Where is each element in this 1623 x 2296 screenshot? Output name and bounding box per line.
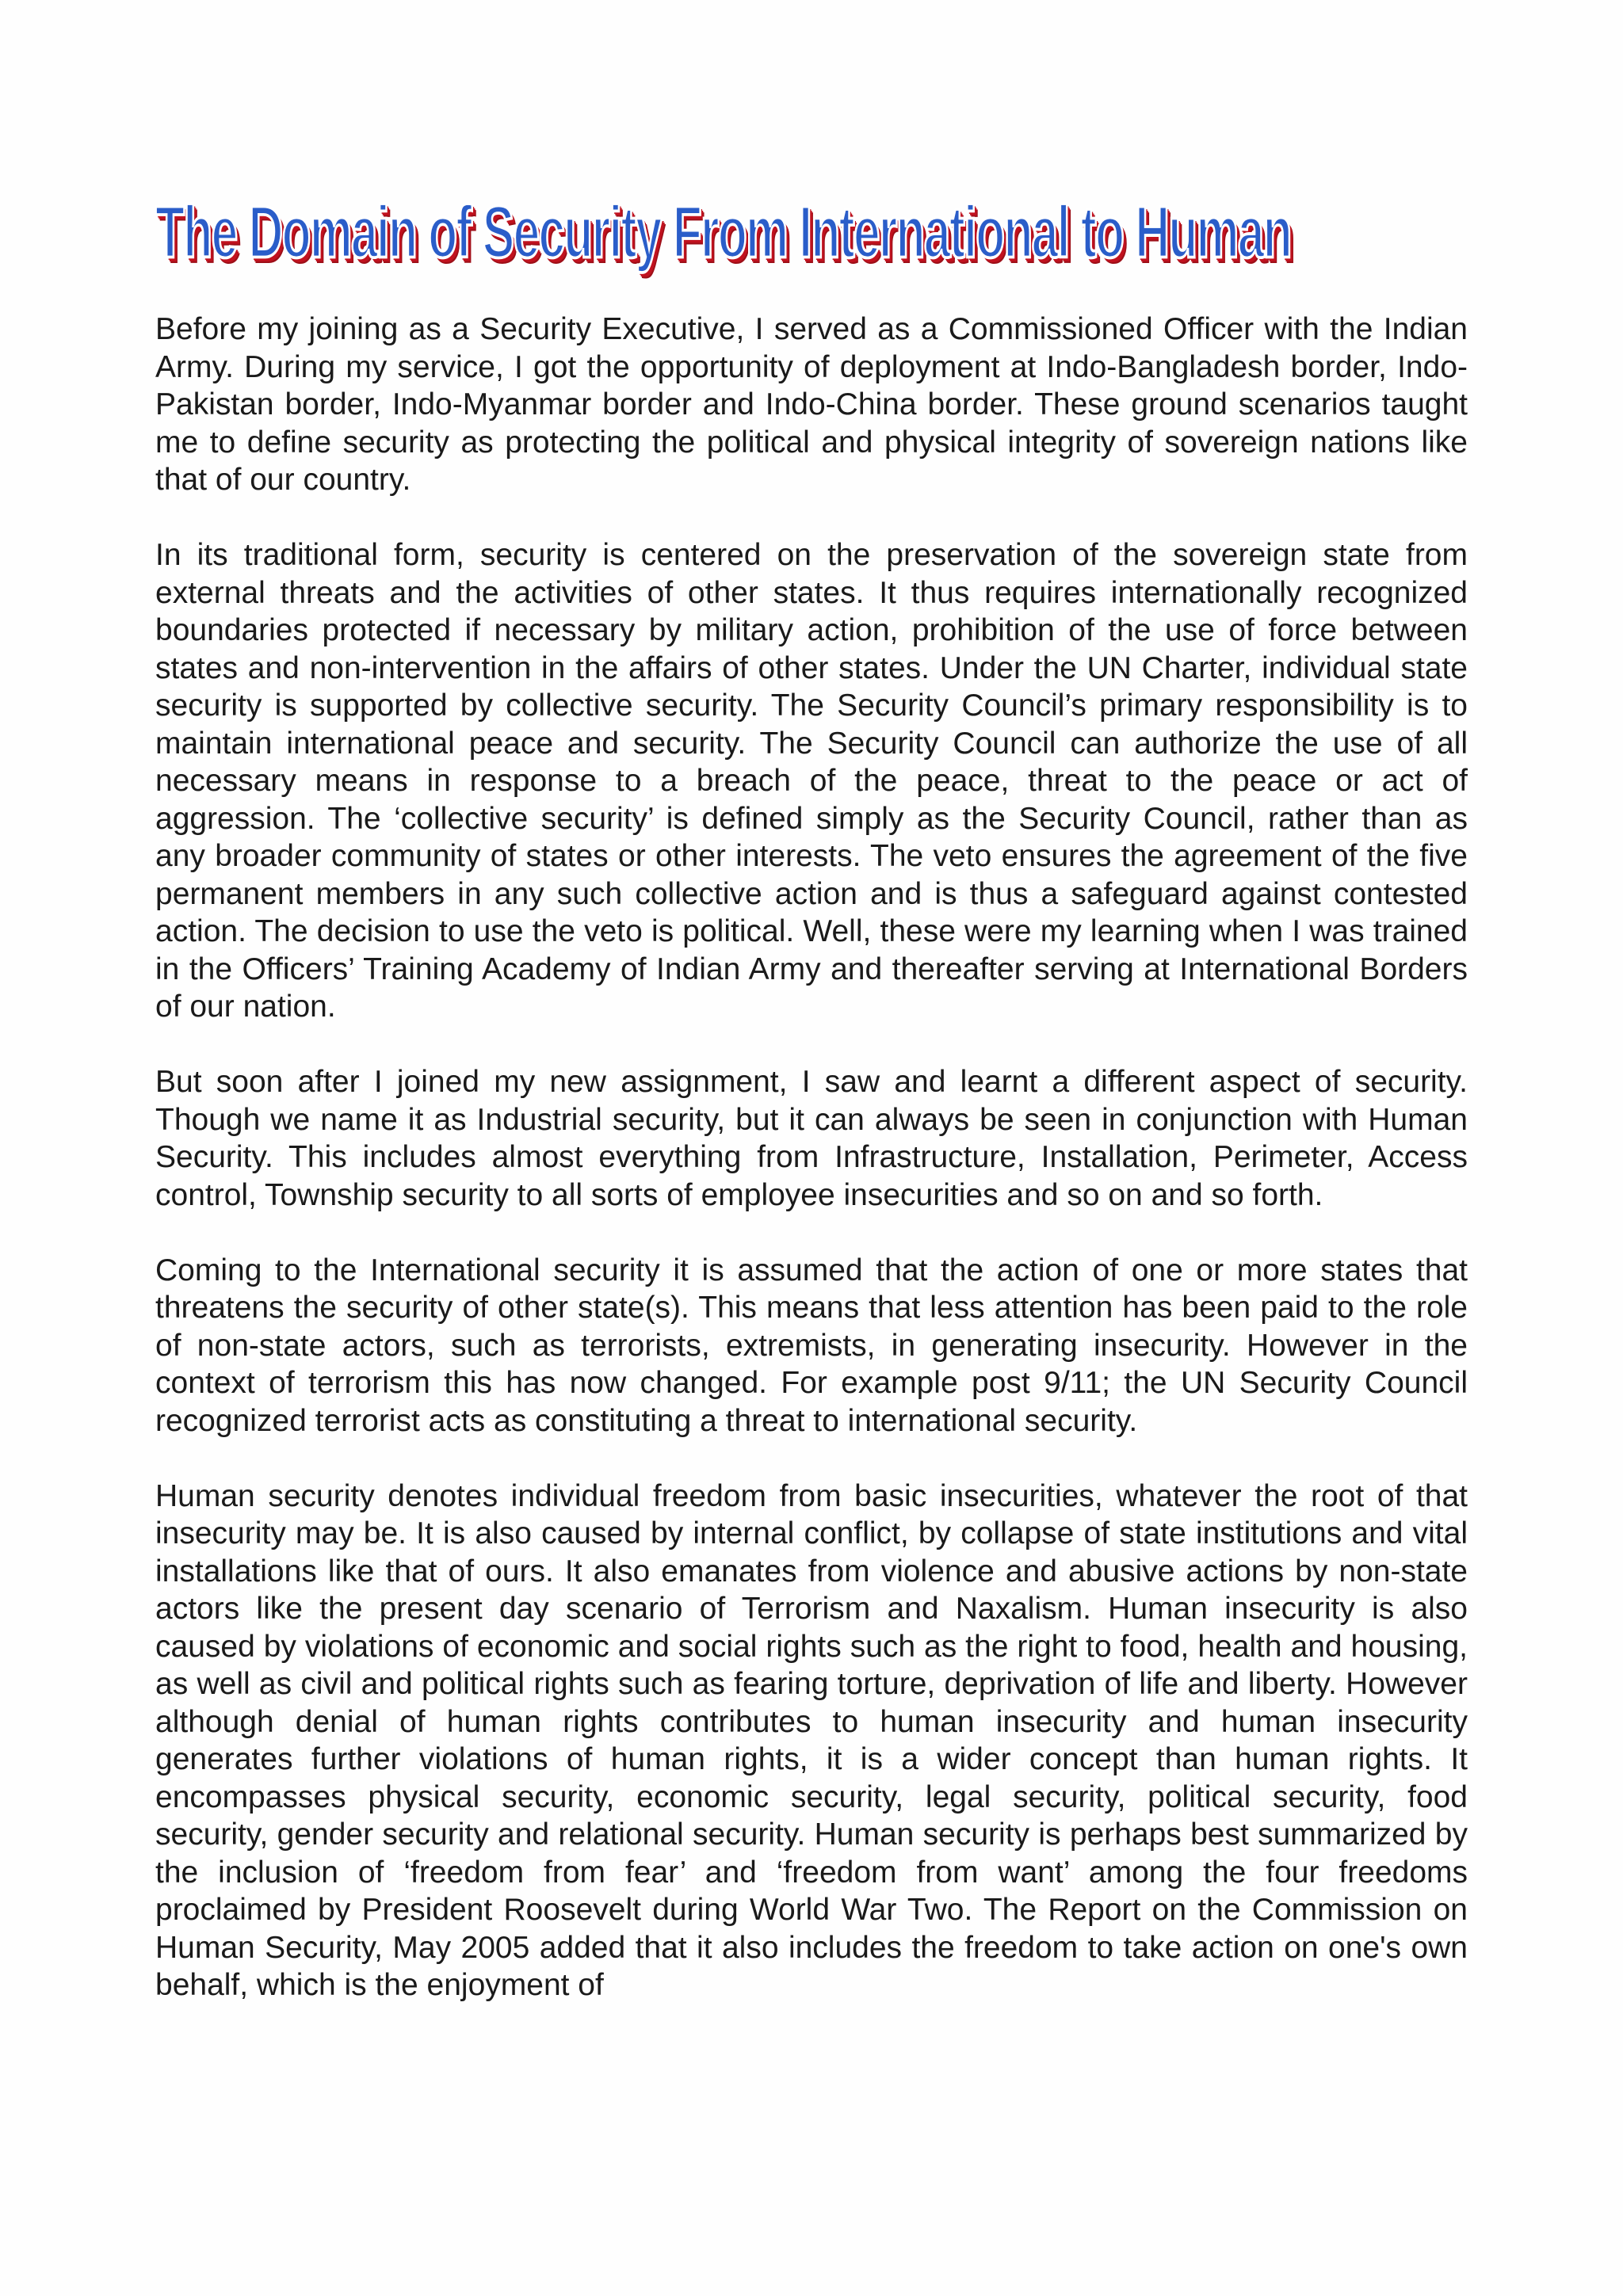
document-body — [155, 311, 1468, 2004]
paragraph-3: But soon after I joined my new assignment, I saw and learnt a different aspect of security. Though we name it as Industrial security, but it can always be seen in conjunction with Human Security. This includes almost everything from Infrastructure, Installation, Perimeter, Access control, Township security to all sorts of employee insecurities and so on and so forth. — [155, 1065, 1468, 1212]
paragraph-5: Human security denotes individual freedom from basic insecurities, whatever the root of that insecurity may be. It is also caused by internal conflict, by collapse of state institutions and vital installations like that of ours. It also emanates from violence and abusive actions by non-state actors like the present day scenario of Terrorism and Naxalism. Human insecurity is also caused by violations of economic and social rights such as the right to food, health and housing, as well as civil and political rights such as fearing torture, deprivation of life and liberty. However although denial of human rights contributes to human insecurity and human insecurity generates further violations of human rights, it is a wider concept than human rights. It encompasses physical security, economic security, legal security, political security, food security, gender security and relational security. Human security is perhaps best summarized by the inclusion of ‘freedom from fear’ and ‘freedom from want’ among the four freedoms proclaimed by President Roosevelt during World War Two. The Report on the Commission on Human Security, May 2005 added that it also includes the freedom to take action on one's own behalf, which is the enjoyment of — [155, 1478, 1468, 2002]
paragraph-4: Coming to the International security it is assumed that the action of one or more states that threatens the security of other state(s). This means that less attention has been paid to the role of non-state actors, such as terrorists, extremists, in generating insecurity. However in the context of terrorism this has now changed. For example post 9/11; the UN Security Council recognized terrorist acts as constituting a threat to international security. — [155, 1253, 1468, 1438]
document-title: The Domain of Security From International to Human — [155, 189, 1291, 273]
paragraph-2: In its traditional form, security is centered on the preservation of the sovereign state from external threats and the activities of other states. It thus requires internationally recognized boundaries protected if necessary by military action, prohibition of the use of force between states and non-intervention in the affairs of other states. Under the UN Charter, individual state security is supported by collective security. The Security Council’s primary responsibility is to maintain international peace and security. The Security Council can authorize the use of all necessary means in response to a breach of the peace, threat to the peace or act of aggression. The ‘collective security’ is defined simply as the Security Council, rather than as any broader community of states or other interests. The veto ensures the agreement of the five permanent members in any such collective action and is thus a safeguard against contested action. The decision to use the veto is political. Well, these were my learning when I was trained in the Officers’ Training Academy of Indian Army and thereafter serving at International Borders of our nation. — [155, 538, 1468, 1024]
paragraph-1: Before my joining as a Security Executive, I served as a Commissioned Officer with the Indian Army. During my service, I got the opportunity of deployment at Indo-Bangladesh border, Indo-Pakistan border, Indo-Myanmar border and Indo-China border. These ground scenarios taught me to define security as protecting the political and physical integrity of sovereign nations like that of our country. — [155, 312, 1468, 497]
